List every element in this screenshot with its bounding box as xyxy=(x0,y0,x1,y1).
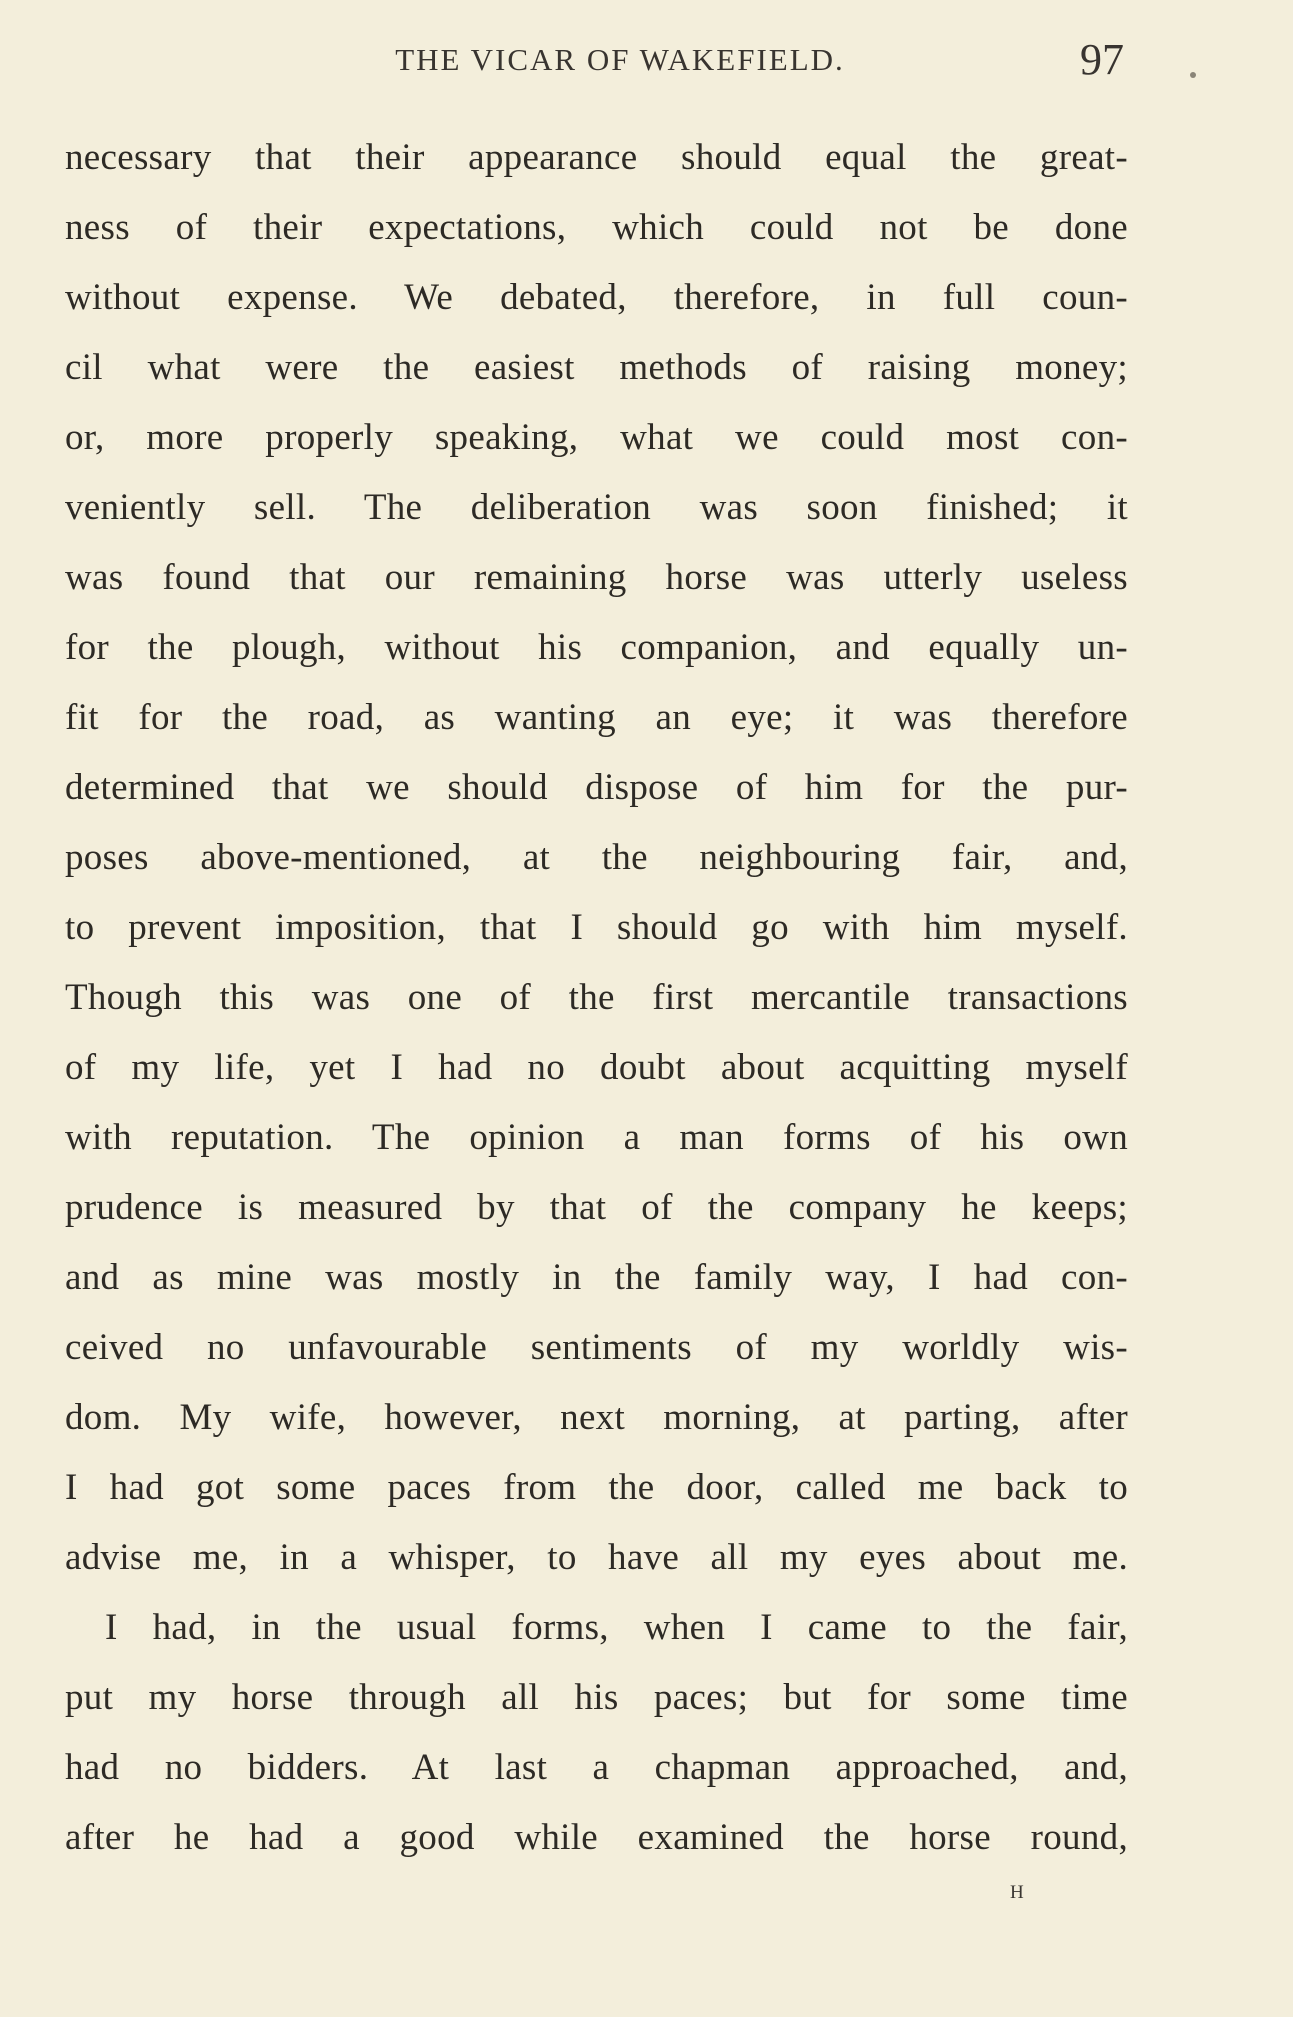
paragraph-start-line: I had, in the usual forms, when I came to the fair, xyxy=(105,1607,1128,1648)
text-line: advise me, in a whisper, to have all my eyes about me. xyxy=(65,1537,1128,1578)
text-line: ceived no unfavourable sentiments of my worldly wis- xyxy=(65,1327,1128,1368)
text-line: Though this was one of the first mercantile transactions xyxy=(65,977,1128,1018)
text-line: prudence is measured by that of the company he keeps; xyxy=(65,1187,1128,1228)
page-header xyxy=(60,34,1140,94)
text-line: with reputation. The opinion a man forms of his own xyxy=(65,1117,1128,1158)
text-line: cil what were the easiest methods of raising money; xyxy=(65,347,1128,388)
text-line: after he had a good while examined the horse round, xyxy=(65,1817,1128,1858)
text-line: put my horse through all his paces; but for some time xyxy=(65,1677,1128,1718)
text-line: veniently sell. The deliberation was soon finished; it xyxy=(65,487,1128,528)
ink-speck xyxy=(1190,72,1196,78)
signature-mark: H xyxy=(1010,1882,1025,1903)
running-title: THE VICAR OF WAKEFIELD. xyxy=(395,42,845,77)
text-line: to prevent imposition, that I should go with him myself. xyxy=(65,907,1128,948)
text-line: without expense. We debated, therefore, in full coun- xyxy=(65,277,1128,318)
text-line: and as mine was mostly in the family way, I had con- xyxy=(65,1257,1128,1298)
body-text xyxy=(65,123,1128,1873)
text-line: for the plough, without his companion, and equally un- xyxy=(65,627,1128,668)
text-line: determined that we should dispose of him for the pur- xyxy=(65,767,1128,808)
text-line: necessary that their appearance should equal the great- xyxy=(65,137,1128,178)
text-line: ness of their expectations, which could not be done xyxy=(65,207,1128,248)
text-line: fit for the road, as wanting an eye; it was therefore xyxy=(65,697,1128,738)
text-line: poses above-mentioned, at the neighbouring fair, and, xyxy=(65,837,1128,878)
text-line: or, more properly speaking, what we could most con- xyxy=(65,417,1128,458)
text-line: dom. My wife, however, next morning, at parting, after xyxy=(65,1397,1128,1438)
text-line: of my life, yet I had no doubt about acquitting myself xyxy=(65,1047,1128,1088)
page-number: 97 xyxy=(1080,35,1124,84)
text-line: was found that our remaining horse was utterly useless xyxy=(65,557,1128,598)
text-line: had no bidders. At last a chapman approached, and, xyxy=(65,1747,1128,1788)
text-line: I had got some paces from the door, called me back to xyxy=(65,1467,1128,1508)
